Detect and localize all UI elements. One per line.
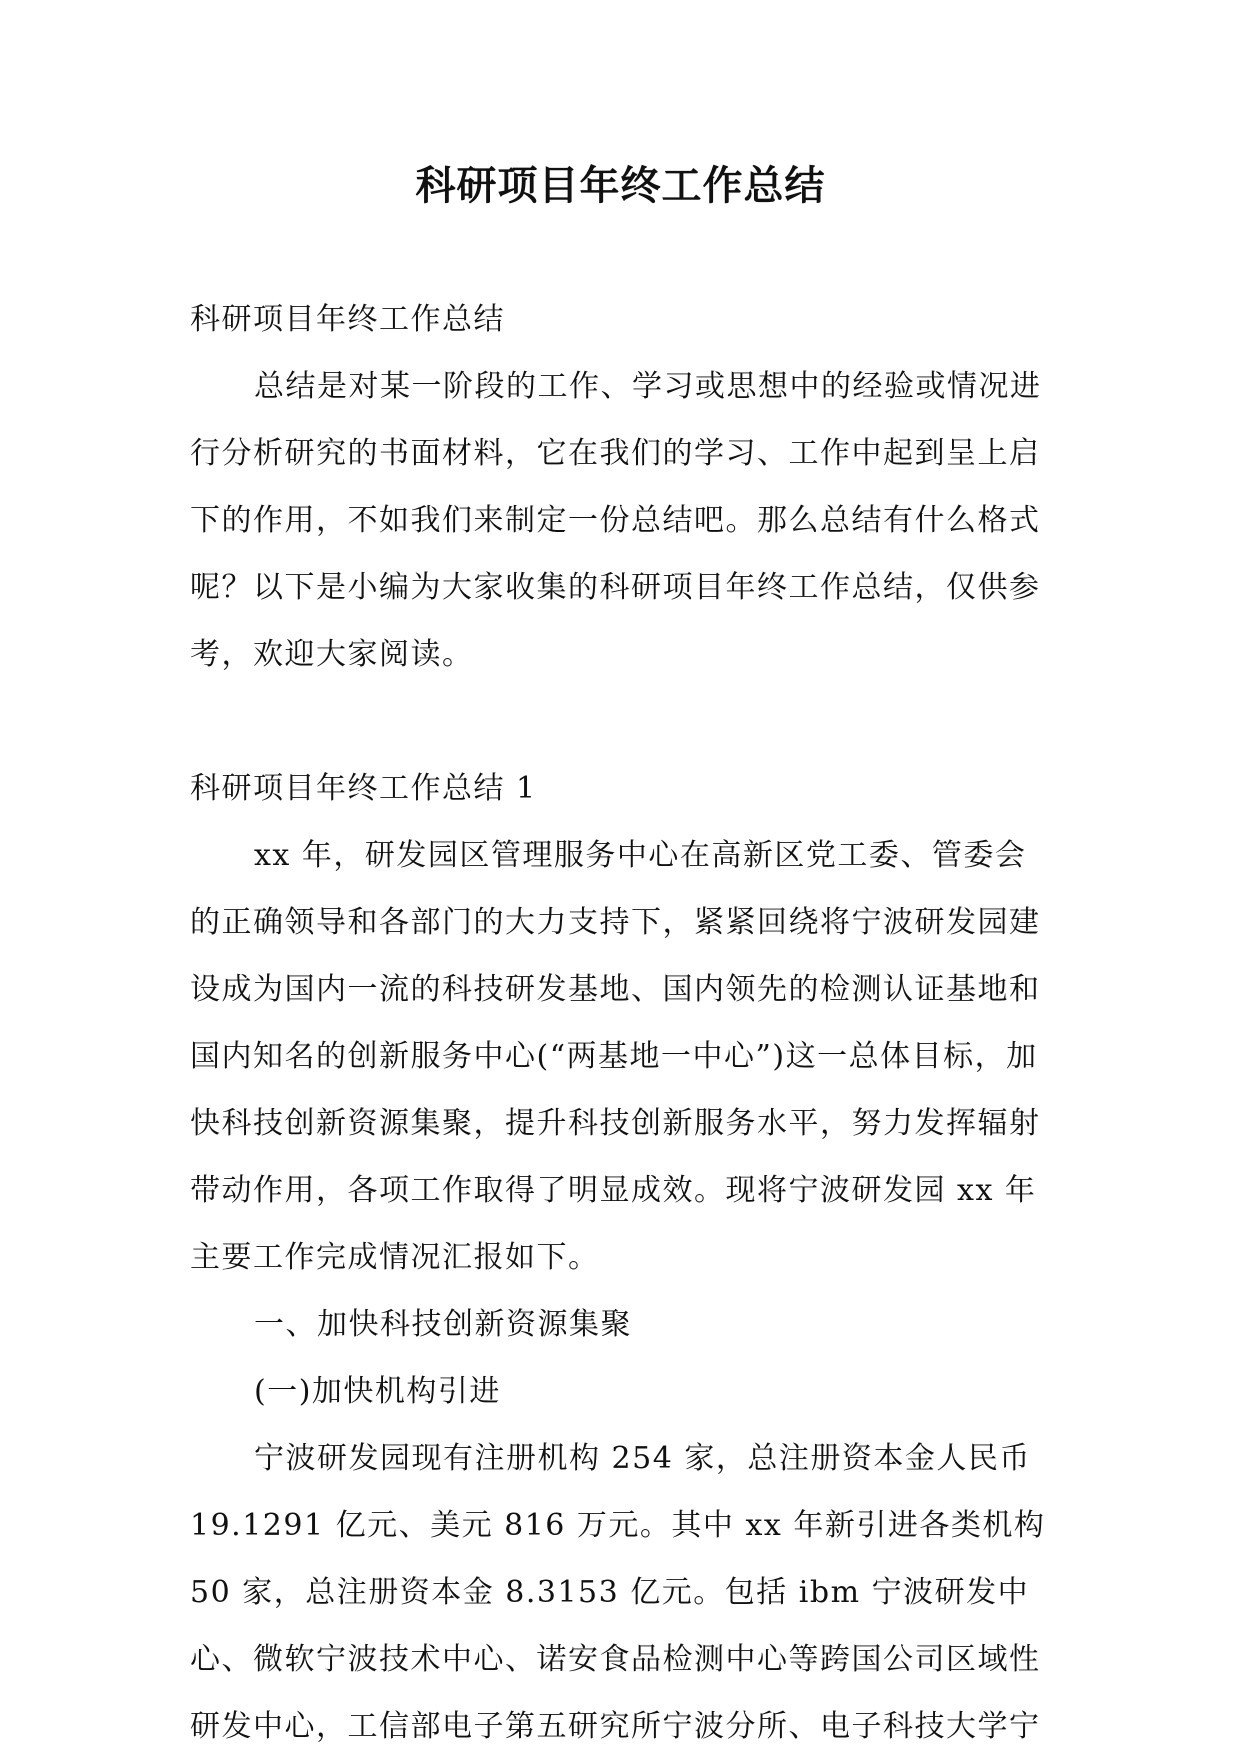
paragraph-gap [190, 688, 1050, 755]
section-paragraph-1: xx 年，研发园区管理服务中心在高新区党工委、管委会的正确领导和各部门的大力支持下，紧紧回绕将宁波研发园建设成为国内一流的科技研发基地、国内领先的检测认证基地和国内知名的创新服务中心(“两基地一中心”)这一总体目标，加快科技创新资源集聚，提升科技创新服务水平，努力发挥辐射带动作用，各项工作取得了明显成效。现将宁波研发园 xx 年主要工作完成情况汇报如下。 [190, 838, 1041, 1275]
document-subtitle: 科研项目年终工作总结 [190, 302, 505, 337]
intro-paragraph: 总结是对某一阶段的工作、学习或思想中的经验或情况进行分析研究的书面材料，它在我们的学习、工作中起到呈上启下的作用，不如我们来制定一份总结吧。那么总结有什么格式呢？以下是小编为大家收集的科研项目年终工作总结，仅供参考，欢迎大家阅读。 [190, 369, 1042, 672]
document-body [190, 286, 1050, 1760]
section-heading: 科研项目年终工作总结 1 [190, 771, 537, 806]
heading-level-2: (一)加快机构引进 [254, 1374, 501, 1409]
heading-level-1: 一、加快科技创新资源集聚 [254, 1307, 632, 1342]
document-title: 科研项目年终工作总结 [415, 162, 826, 209]
section-paragraph-2: 宁波研发园现有注册机构 254 家，总注册资本金人民币 19.1291 亿元、美元 816 万元。其中 xx 年新引进各类机构 50 家，总注册资本金 8.3153 亿元。包括 ibm 宁波研发中心、微软宁波技术中心、诺安食品检测中心等跨国公司区域性研发中心，工信部电子第五研究所宁波分所、电子科技大学宁 [190, 1441, 1046, 1744]
